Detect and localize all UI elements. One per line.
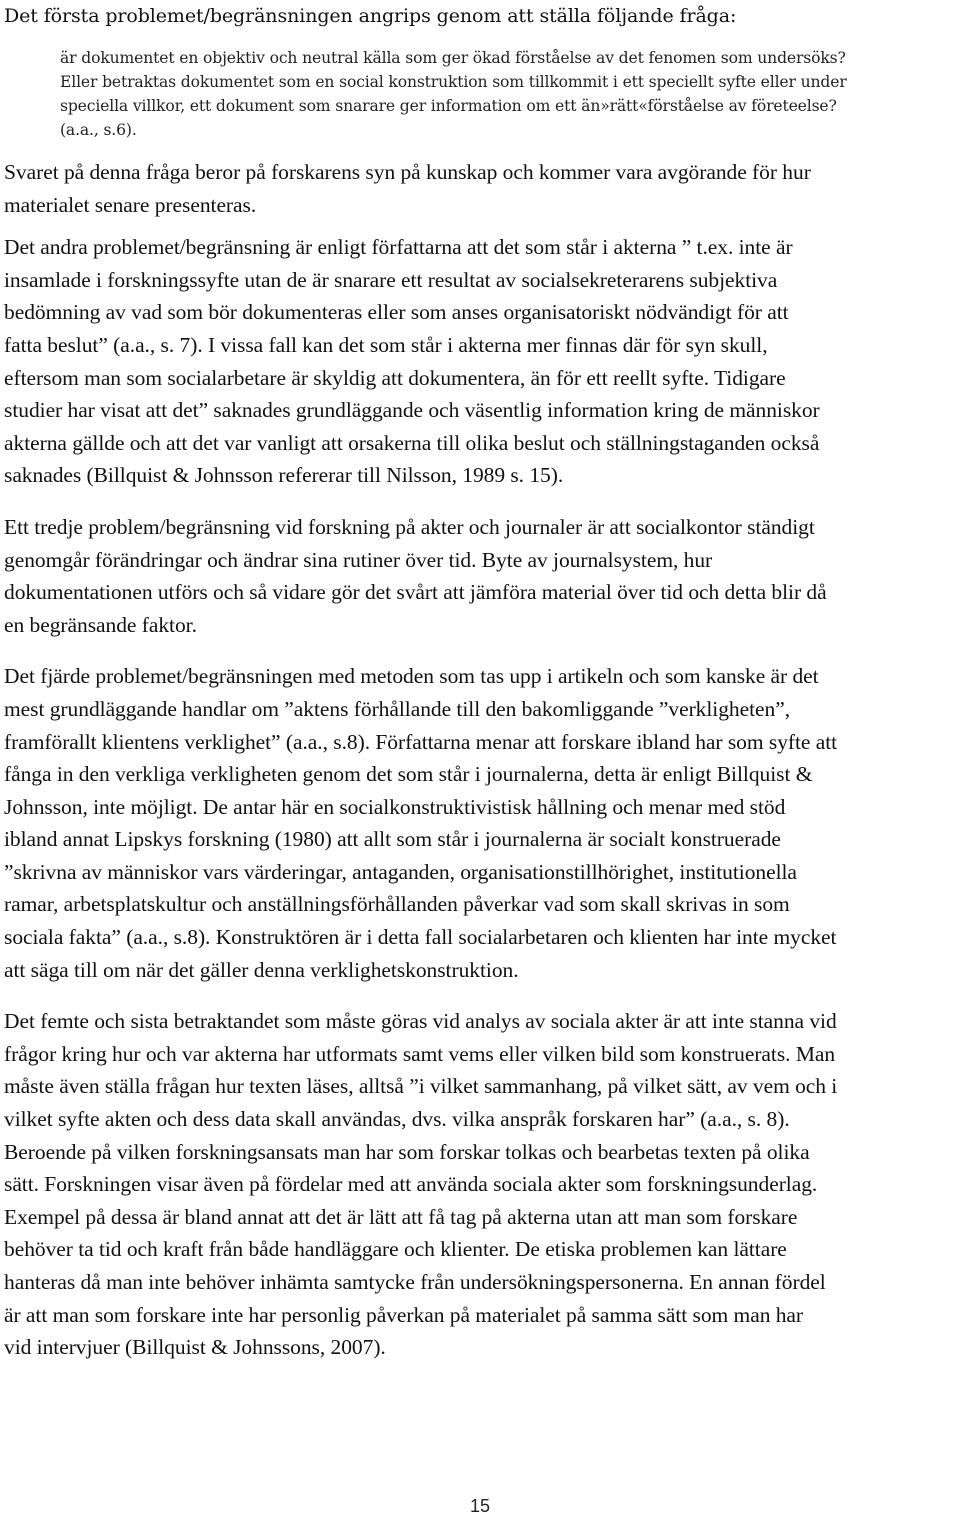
text-line: akterna gällde och att det var vanligt att orsakerna till olika beslut och ställningstaganden också <box>4 430 820 455</box>
text-line: Ett tredje problem/begränsning vid forskning på akter och journaler är att socialkontor ständigt <box>4 514 815 539</box>
text-line: Exempel på dessa är bland annat att det är lätt att få tag på akterna utan att man som forskare <box>4 1204 798 1229</box>
text-line: materialet senare presenteras. <box>4 192 257 217</box>
text-line: en begränsande faktor. <box>4 612 197 637</box>
text-line: sociala fakta” (a.a., s.8). Konstruktören är i detta fall socialarbetaren och klienten har inte mycket <box>4 925 837 950</box>
text-line: Johnsson, inte möjligt. De antar här en socialkonstruktivistisk hållning och menar med stöd <box>4 794 786 819</box>
text-line: Svaret på denna fråga beror på forskarens syn på kunskap och kommer vara avgörande för hur <box>4 160 811 184</box>
text-line: bedömning av vad som bör dokumenteras eller som anses organisatoriskt nödvändigt för att <box>4 300 789 325</box>
text-line: hanteras då man inte behöver inhämta samtycke från undersökningspersonerna. En annan fördel <box>4 1270 826 1294</box>
paragraph-second-problem <box>4 231 954 492</box>
text-line: är att man som forskare inte har personlig påverkan på materialet på samma sätt som man har <box>4 1302 804 1327</box>
text-line: studier har visat att det” saknades grundläggande och väsentlig information kring de människor <box>4 398 820 423</box>
text-line: insamlade i forskningssyfte utan de är snarare ett resultat av socialsekreterarens subjektiva <box>4 267 778 292</box>
text-line: ibland annat Lipskys forskning (1980) att allt som står i journalerna är socialt konstruerade <box>4 827 781 852</box>
text-line: mest grundläggande handlar om ”aktens förhållande till den bakomliggande ”verkligheten”, <box>4 696 791 721</box>
text-line: dokumentationen utförs och så vidare gör det svårt att jämföra material över tid och detta blir då <box>4 580 827 605</box>
text-line: sätt. Forskningen visar även på fördelar med att använda sociala akter som forskningsunderlag. <box>4 1172 818 1197</box>
text-line: behöver ta tid och kraft från både handläggare och klienter. De etiska problemen kan lättare <box>4 1237 787 1262</box>
text-line: framförallt klientens verklighet” (a.a., s.8). Författarna menar att forskare ibland har som syfte att <box>4 729 838 754</box>
text-line: måste även ställa frågan hur texten läses, alltså ”i vilket sammanhang, på vilket sätt, av vem och i <box>4 1074 838 1099</box>
text-line: frågor kring hur och var akterna har utformats samt vems eller vilken bild som konstruerats. Man <box>4 1041 836 1066</box>
text-line: ramar, arbetsplatskultur och anställningsförhållanden påverkar vad som skall skrivas in som <box>4 892 790 917</box>
paragraph-fourth-problem <box>4 660 954 986</box>
text-line: att säga till om när det gäller denna verklighetskonstruktion. <box>4 957 519 982</box>
paragraph-third-problem <box>4 511 954 641</box>
text-line: saknades (Billquist & Johnsson refererar till Nilsson, 1989 s. 15). <box>4 463 564 488</box>
paragraph-answer <box>4 156 954 221</box>
text-line: Det andra problemet/begränsning är enligt författarna att det som står i akterna ” t.ex. inte är <box>4 235 793 260</box>
text-line: fatta beslut” (a.a., s. 7). I vissa fall kan det som står i akterna mer finnas där för syn skull, <box>4 332 768 357</box>
text-line: ”skrivna av människor vars värderingar, antaganden, organisationstillhörighet, institutionella <box>4 859 797 884</box>
quote-line: Eller betraktas dokumentet som en social konstruktion som tillkommit i ett speciellt syfte eller under <box>60 73 847 91</box>
quote-line: (a.a., s.6). <box>60 121 137 139</box>
text-line: vilket syfte akten och dess data skall användas, dvs. vilka anspråk forskaren har” (a.a., s. 8). <box>4 1107 790 1132</box>
paragraph-fifth-problem <box>4 1005 954 1364</box>
text-line: eftersom man som socialarbetare är skyldig att dokumentera, än för ett reellt syfte. Tidigare <box>4 365 786 390</box>
text-line: vid intervjuer (Billquist & Johnssons, 2007). <box>4 1335 386 1360</box>
text-line: fånga in den verkliga verkligheten genom det som står i journalerna, detta är enligt Billquist & <box>4 762 813 787</box>
text-line: Beroende på vilken forskningsansats man har som forskar tolkas och bearbetas texten på olika <box>4 1139 810 1164</box>
intro-line: Det första problemet/begränsningen angrips genom att ställa följande fråga: <box>4 5 737 27</box>
quote-line: speciella villkor, ett dokument som snarare ger information om ett än»rätt«förståelse av företeelse? <box>60 97 837 115</box>
block-quote <box>60 46 954 142</box>
text-line: genomgår förändringar och ändrar sina rutiner över tid. Byte av journalsystem, hur <box>4 547 713 572</box>
text-line: Det femte och sista betraktandet som måste göras vid analys av sociala akter är att inte stanna vid <box>4 1009 837 1034</box>
quote-line: är dokumentet en objektiv och neutral källa som ger ökad förståelse av det fenomen som undersöks? <box>60 49 846 67</box>
page-number: 15 <box>469 1496 491 1516</box>
text-line: Det fjärde problemet/begränsningen med metoden som tas upp i artikeln och som kanske är det <box>4 664 819 689</box>
